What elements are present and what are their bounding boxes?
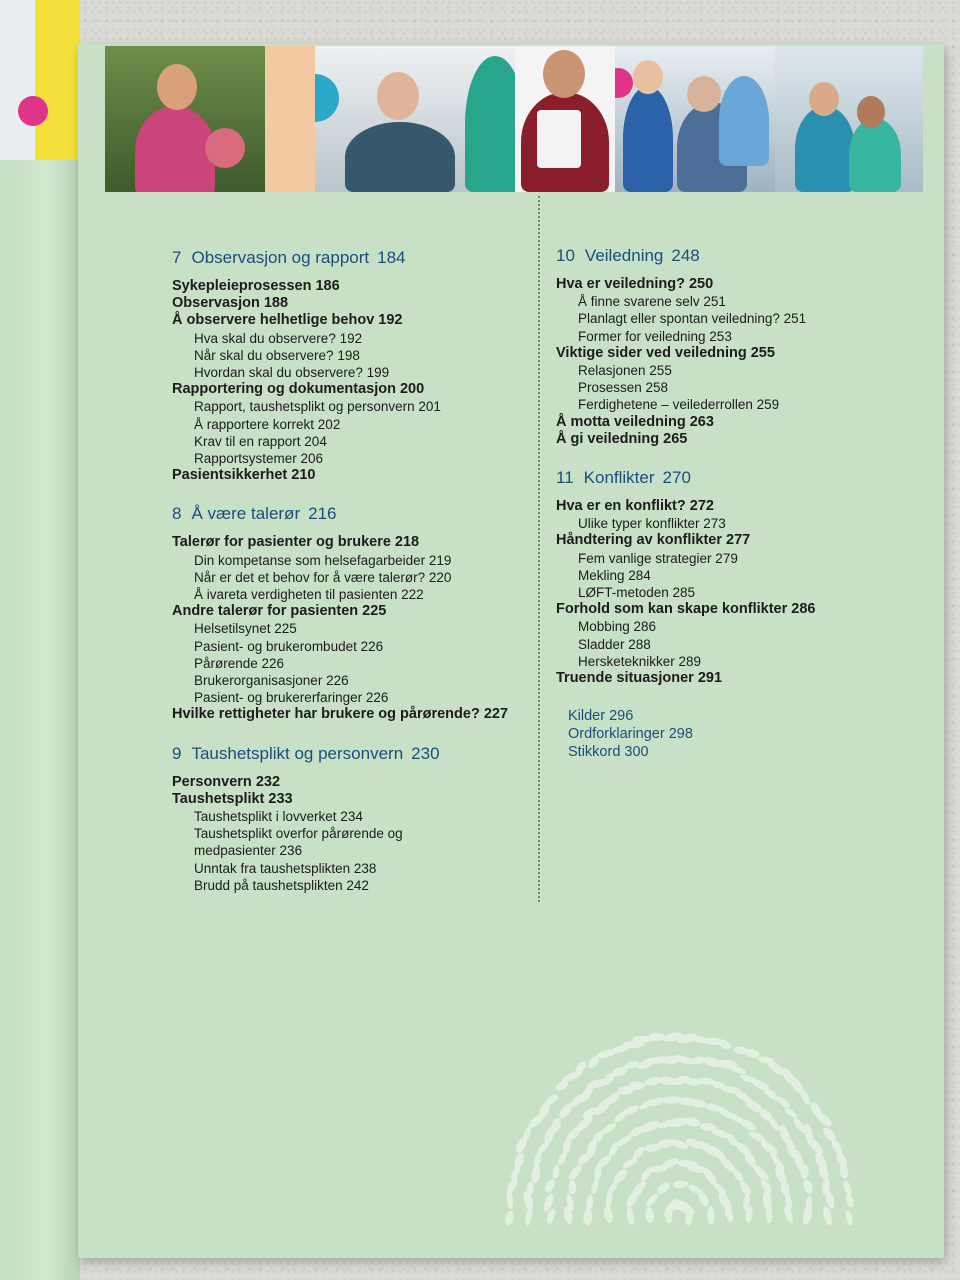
toc-subsection: Pasient- og brukerombudet 226 [194,638,384,654]
toc-subsection: Planlagt eller spontan veiledning? 251 [578,311,807,327]
petal-shape [801,1203,814,1225]
column-divider [538,196,540,902]
toc-subsection: Når er det et behov for å være talerør? 220 [194,569,452,585]
toc-section: Taushetsplikt 233 [172,790,293,807]
petal-shape [644,1192,660,1209]
toc-section: Å gi veiledning 265 [556,430,688,447]
toc-section: Observasjon 188 [172,295,289,312]
toc-section: Talerør for pasienter og brukere 218 [172,534,420,551]
toc-subsection: Når skal du observere? 198 [194,347,360,363]
toc-subsection: Hva skal du observere? 192 [194,330,363,346]
petal-shape [661,1096,682,1104]
petal-shape [844,1209,854,1226]
chapter-title: Taushetsplikt og personvern [191,743,404,763]
left-page-edge [0,150,80,1280]
toc-subsection: Taushetsplikt overfor pårørende og [194,826,403,842]
petal-shape [844,1193,855,1209]
toc-section: Pasientsikkerhet 210 [172,467,316,484]
petal-shape [629,1179,648,1200]
toc-subsection: Din kompetanse som helsefagarbeider 219 [194,552,452,568]
petal-shape [839,1163,850,1180]
chapter-block [172,744,537,894]
petal-shape [585,1194,594,1210]
petal-shape [625,1207,635,1226]
petal-shape [668,1117,688,1129]
chapter-title: Konflikter [583,468,655,488]
decorative-leaf-circle [496,1016,862,1264]
chapter-block [172,504,537,723]
chapter-page: 230 [411,743,440,763]
chapter-block [172,248,537,484]
toc-subsection: Brukerorganisasjoner 226 [194,673,349,689]
chapter-page: 216 [308,504,337,524]
chapter-title: Å være talerør [191,504,301,524]
photo-nurse-portrait [515,46,615,192]
toc-subsection: Rapport, taushetsplikt og personvern 201 [194,399,441,415]
back-matter-item: Stikkord 300 [568,744,649,761]
toc-subsection: Sladder 288 [578,636,651,652]
toc-subsection: Pårørende 226 [194,655,285,671]
chapter-heading [556,246,926,266]
pink-flower-badge [18,96,48,126]
petal-shape [590,1179,600,1195]
photo-divider-peach [265,46,315,192]
toc-subsection: Mekling 284 [578,567,651,583]
chapter-title: Veiledning [584,246,664,265]
petal-shape [684,1116,701,1128]
toc-section: Å motta veiledning 263 [556,413,714,430]
back-matter-item: Ordforklaringer 298 [568,726,693,743]
toc-section: Hva er veiledning? 250 [556,276,714,292]
petal-shape [813,1109,834,1129]
toc-subsection: Taushetsplikt i lovverket 234 [194,809,363,825]
chapter-number: 8 [172,504,182,524]
toc-subsection: Pasient- og brukererfaringer 226 [194,690,389,706]
toc-subsection: Relasjonen 255 [578,363,672,379]
back-matter-list [556,707,926,761]
petal-shape [738,1180,753,1197]
chapter-number: 9 [172,743,182,763]
toc-subsection: medpasienter 236 [194,843,303,859]
petal-shape [762,1086,780,1103]
toc-section: Å observere helhetlige behov 192 [172,312,403,329]
toc-left-column [172,248,537,914]
toc-subsection: LØFT-metoden 285 [578,585,696,601]
petal-shape [766,1205,773,1223]
chapter-heading [172,744,537,764]
petal-shape [782,1205,795,1224]
toc-subsection: Ulike typer konflikter 273 [578,516,726,532]
petal-shape [842,1180,854,1196]
petal-shape [645,1207,655,1223]
header-photo-strip [105,46,923,192]
chapter-number: 7 [172,248,182,267]
petal-shape [543,1178,557,1194]
petal-shape [504,1210,515,1226]
petal-shape [751,1163,771,1183]
toc-subsection: Å ivareta verdigheten til pasienten 222 [194,587,424,603]
chapter-heading [172,504,537,524]
petal-shape [566,1163,583,1181]
petal-shape [583,1209,593,1226]
toc-subsection: Prosessen 258 [578,380,669,396]
petal-shape [531,1165,542,1184]
chapter-number: 11 [556,468,574,488]
petal-shape [783,1106,799,1120]
toc-section: Håndtering av konflikter 277 [556,532,751,549]
chapter-block [556,246,926,448]
toc-section: Rapportering og dokumentasjon 200 [172,381,425,398]
chapter-title: Observasjon og rapport [191,248,370,267]
photo-patient-bed [315,46,515,192]
petal-shape [513,1151,526,1170]
toc-section: Personvern 232 [172,773,281,790]
chapter-page: 270 [662,468,691,488]
petal-shape [806,1136,825,1156]
toc-section: Hva er en konflikt? 272 [556,498,714,515]
toc-subsection: Fem vanlige strategier 279 [578,550,738,566]
toc-subsection: Hersketeknikker 289 [578,653,702,669]
chapter-block [556,468,926,687]
toc-subsection: Å rapportere korrekt 202 [194,416,341,432]
toc-subsection: Former for veiledning 253 [578,328,732,344]
toc-subsection: Brudd på taushetsplikten 242 [194,877,369,893]
photo-gardening [105,46,265,192]
toc-section: Forhold som kan skape konflikter 286 [556,601,816,618]
petal-shape [775,1095,792,1110]
petal-shape [598,1121,617,1136]
photo-colleagues [775,46,923,192]
back-matter-item: Kilder 296 [568,708,634,725]
toc-subsection: Krav til en rapport 204 [194,433,327,449]
toc-section: Andre talerør for pasienten 225 [172,603,387,620]
petal-shape [802,1178,815,1194]
petal-shape [817,1164,831,1181]
toc-subsection: Hvordan skal du observere? 199 [194,365,390,381]
toc-section: Sykepleieprosessen 186 [172,278,340,294]
petal-shape [655,1180,672,1196]
toc-subsection: Rapportsystemer 206 [194,451,324,467]
petal-shape [707,1206,715,1224]
toc-section: Hvilke rettigheter har brukere og pårørende? 227 [172,706,509,723]
petal-shape [532,1151,542,1167]
toc-right-column [556,246,926,761]
toc-subsection: Ferdighetene – veilederrollen 259 [578,397,780,413]
chapter-page: 184 [377,248,406,267]
toc-subsection: Helsetilsynet 225 [194,621,297,637]
toc-subsection: Mobbing 286 [578,619,657,635]
petal-shape [669,1137,690,1150]
toc-section: Truende situasjoner 291 [556,670,723,687]
chapter-page: 248 [671,246,700,265]
toc-section: Viktige sider ved veiledning 255 [556,344,775,361]
petal-shape [552,1164,561,1179]
toc-subsection: Unntak fra taushetsplikten 238 [194,860,377,876]
chapter-heading [172,248,537,268]
petal-shape [672,1180,688,1189]
left-page-photo-edge [0,0,80,160]
petal-shape [568,1180,576,1194]
photo-care-assistance [615,46,775,192]
petal-shape [822,1206,834,1226]
toc-subsection: Å finne svarene selv 251 [578,294,726,310]
chapter-heading [556,468,926,488]
chapter-number: 10 [556,246,575,265]
